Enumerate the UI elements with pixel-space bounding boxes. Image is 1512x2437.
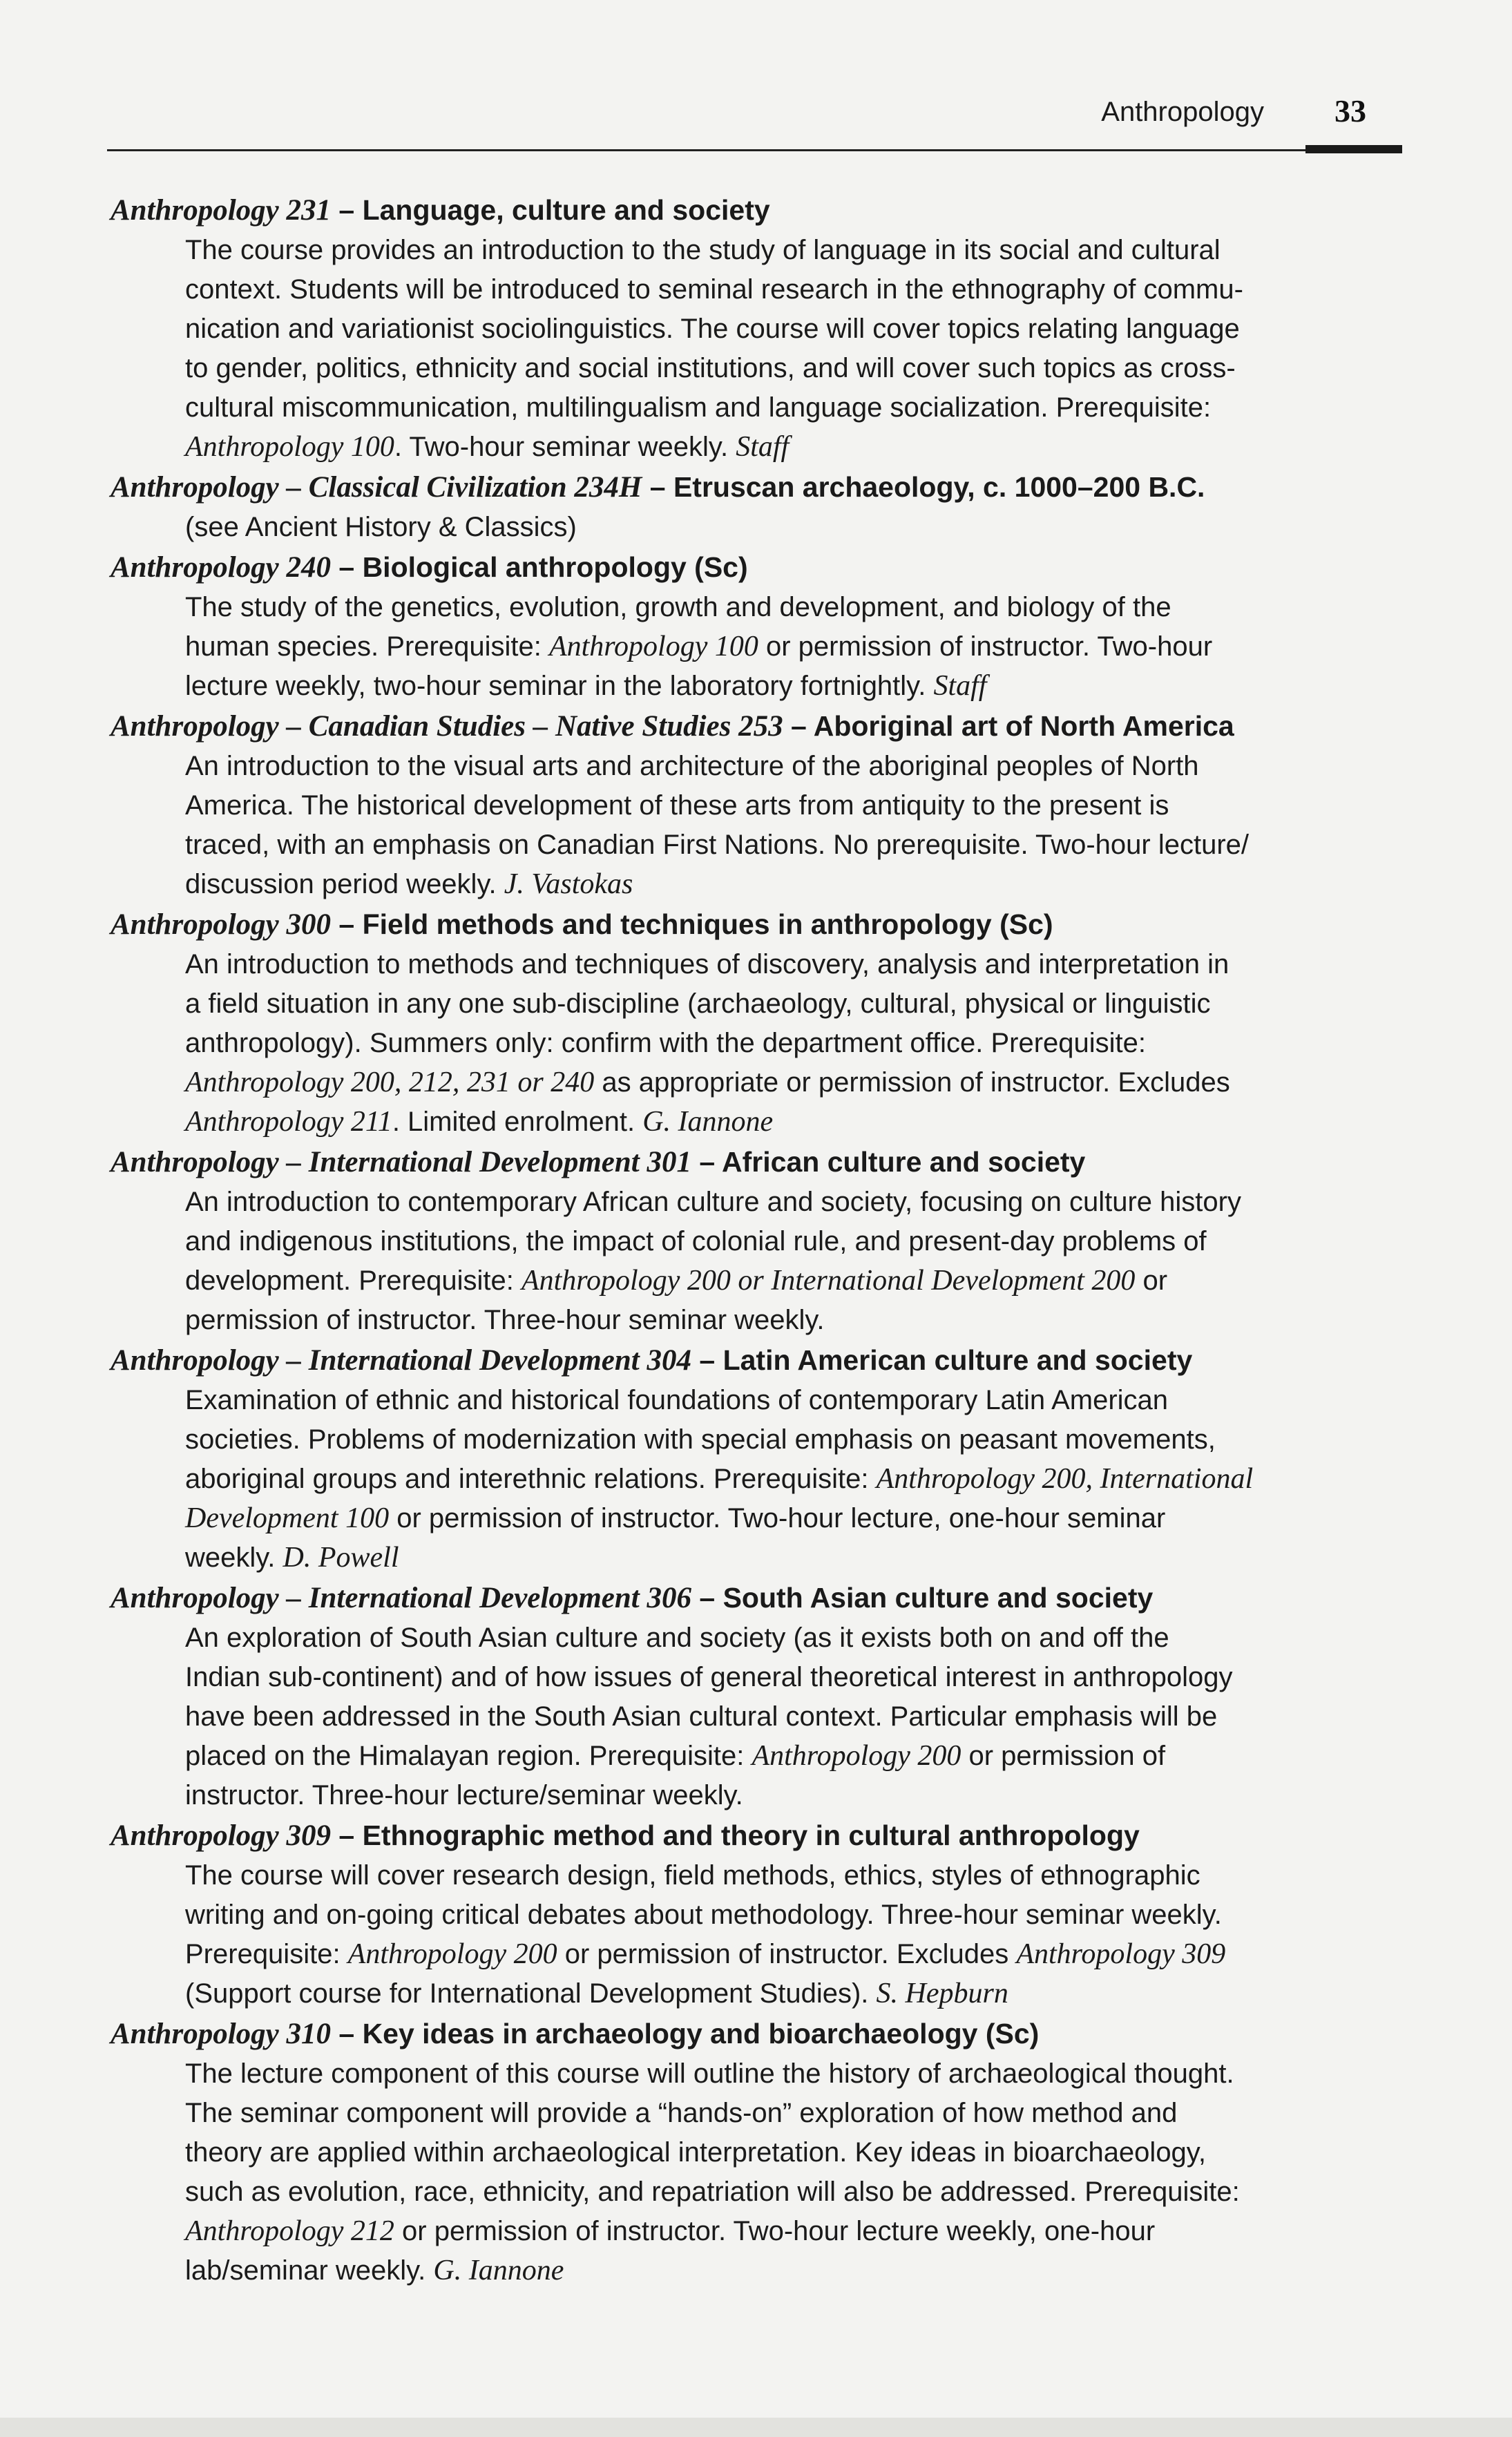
- heading-separator: –: [691, 1344, 723, 1376]
- description-line: [185, 2133, 1409, 2172]
- description-line: [185, 588, 1409, 627]
- course-description: [111, 1183, 1409, 1340]
- course-heading: [111, 467, 1409, 508]
- description-line: [185, 508, 1409, 547]
- description-line: [185, 388, 1409, 428]
- description-text: permission of instructor. Three-hour seminar weekly.: [185, 1305, 825, 1335]
- course-entry: [111, 2014, 1409, 2291]
- course-heading: [111, 706, 1409, 747]
- description-line: [185, 1538, 1409, 1578]
- course-number: Anthropology – International Development 304: [111, 1344, 691, 1377]
- description-line: [185, 1381, 1409, 1420]
- italic-reference: S. Hepburn: [876, 1978, 1008, 2009]
- description-text: . Two-hour seminar weekly.: [394, 432, 736, 462]
- description-text: nication and variationist sociolinguistics. The course will cover topics relating language: [185, 314, 1240, 344]
- description-text: (see Ancient History & Classics): [185, 512, 577, 542]
- description-text: An exploration of South Asian culture and society (as it exists both on and off the: [185, 1623, 1169, 1653]
- description-text: or permission of instructor. Two-hour lecture, one-hour seminar: [389, 1503, 1166, 1533]
- description-line: [185, 231, 1409, 270]
- running-head: Anthropology: [1101, 97, 1264, 127]
- course-listing: [111, 190, 1409, 2291]
- description-text: cultural miscommunication, multilingualism and language socialization. Prerequisite:: [185, 392, 1212, 423]
- description-text: context. Students will be introduced to seminal research in the ethnography of commu-: [185, 274, 1243, 305]
- description-line: [185, 2172, 1409, 2212]
- course-title: Aboriginal art of North America: [813, 710, 1234, 742]
- description-line: [185, 1183, 1409, 1222]
- italic-reference: J. Vastokas: [504, 868, 633, 900]
- description-text: human species. Prerequisite:: [185, 631, 549, 662]
- description-line: [185, 1974, 1409, 2014]
- course-number: Anthropology – International Development 306: [111, 1582, 691, 1614]
- description-text: or permission of instructor. Two-hour: [758, 631, 1213, 662]
- heading-separator: –: [642, 471, 673, 503]
- description-line: [185, 1420, 1409, 1460]
- page-number: 33: [1334, 93, 1366, 128]
- description-text: theory are applied within archaeological interpretation. Key ideas in bioarchaeology,: [185, 2137, 1206, 2168]
- description-line: [185, 627, 1409, 667]
- description-line: [185, 825, 1409, 865]
- italic-reference: G. Iannone: [642, 1106, 774, 1138]
- description-text: or permission of instructor. Two-hour lecture weekly, one-hour: [394, 2216, 1156, 2246]
- course-number: Anthropology – Canadian Studies – Native Studies 253: [111, 710, 783, 743]
- description-text: The study of the genetics, evolution, growth and development, and biology of the: [185, 592, 1171, 622]
- course-title: Biological anthropology (Sc): [362, 551, 748, 583]
- course-number: Anthropology – Classical Civilization 234H: [111, 471, 642, 504]
- course-title: Language, culture and society: [362, 194, 770, 226]
- italic-reference: Development 100: [185, 1502, 390, 1534]
- description-text: discussion period weekly.: [185, 869, 504, 899]
- description-text: placed on the Himalayan region. Prerequisite:: [185, 1741, 752, 1771]
- description-text: An introduction to contemporary African culture and society, focusing on culture history: [185, 1187, 1241, 1217]
- course-heading: [111, 1142, 1409, 1183]
- heading-separator: –: [691, 1146, 722, 1178]
- description-text: anthropology). Summers only: confirm with the department office. Prerequisite:: [185, 1028, 1147, 1058]
- heading-separator: –: [330, 551, 363, 583]
- description-line: [185, 1658, 1409, 1697]
- heading-separator: –: [330, 2018, 363, 2049]
- course-description: [111, 1856, 1409, 2014]
- description-text: The seminar component will provide a “hands-on” exploration of how method and: [185, 2098, 1178, 2128]
- course-title: Etruscan archaeology, c. 1000–200 B.C.: [673, 471, 1205, 503]
- description-text: societies. Problems of modernization with special emphasis on peasant movements,: [185, 1424, 1216, 1455]
- description-text: as appropriate or permission of instructor. Excludes: [594, 1067, 1230, 1098]
- course-number: Anthropology – International Development 301: [111, 1146, 691, 1178]
- description-line: [185, 2212, 1409, 2251]
- description-line: [185, 667, 1409, 706]
- description-line: [185, 747, 1409, 786]
- description-text: America. The historical development of these arts from antiquity to the present is: [185, 790, 1169, 821]
- course-title: South Asian culture and society: [722, 1582, 1154, 1614]
- course-description: [111, 588, 1409, 706]
- course-number: Anthropology 240: [111, 551, 331, 584]
- description-line: [185, 786, 1409, 825]
- course-heading: [111, 2014, 1409, 2054]
- course-heading: [111, 904, 1409, 945]
- description-text: The course provides an introduction to the study of language in its social and cultural: [185, 235, 1221, 265]
- italic-reference: Staff: [736, 431, 790, 463]
- description-line: [185, 1935, 1409, 1974]
- description-text: such as evolution, race, ethnicity, and repatriation will also be addressed. Prerequisite:: [185, 2177, 1240, 2207]
- description-text: Indian sub-continent) and of how issues of general theoretical interest in anthropology: [185, 1662, 1233, 1692]
- course-heading: [111, 1815, 1409, 1856]
- course-number: Anthropology 300: [111, 908, 331, 941]
- course-number: Anthropology 231: [111, 194, 331, 227]
- description-text: weekly.: [185, 1542, 283, 1573]
- course-title: Field methods and techniques in anthropology (Sc): [362, 908, 1053, 940]
- description-text: The lecture component of this course will outline the history of archaeological thought.: [185, 2058, 1234, 2089]
- header-thumb-tab: [1305, 145, 1402, 153]
- italic-reference: Anthropology 200: [752, 1740, 961, 1772]
- course-entry: [111, 1815, 1409, 2014]
- description-text: and indigenous institutions, the impact of colonial rule, and present-day problems of: [185, 1226, 1207, 1256]
- course-title: Latin American culture and society: [722, 1344, 1193, 1376]
- course-title: African culture and society: [722, 1146, 1086, 1178]
- course-description: [111, 945, 1409, 1142]
- course-description: [111, 508, 1409, 547]
- description-text: traced, with an emphasis on Canadian First Nations. No prerequisite. Two-hour lecture/: [185, 830, 1250, 860]
- description-line: [185, 1499, 1409, 1538]
- description-line: [185, 1460, 1409, 1499]
- description-line: [185, 2251, 1409, 2291]
- italic-reference: Staff: [933, 670, 987, 702]
- description-text: development. Prerequisite:: [185, 1265, 521, 1296]
- description-text: An introduction to methods and techniques of discovery, analysis and interpretation in: [185, 949, 1229, 979]
- course-entry: [111, 1142, 1409, 1340]
- description-line: [185, 1222, 1409, 1261]
- italic-reference: Anthropology 200 or International Development 200: [521, 1265, 1136, 1297]
- description-line: [185, 1697, 1409, 1737]
- course-entry: [111, 904, 1409, 1142]
- italic-reference: Anthropology 200, 212, 231 or 240: [185, 1067, 595, 1098]
- description-line: [185, 428, 1409, 467]
- description-text: a field situation in any one sub-discipline (archaeology, cultural, physical or linguistic: [185, 988, 1211, 1019]
- description-text: The course will cover research design, field methods, ethics, styles of ethnographic: [185, 1860, 1200, 1891]
- description-line: [185, 1895, 1409, 1935]
- course-entry: [111, 1340, 1409, 1578]
- description-line: [185, 1024, 1409, 1063]
- course-description: [111, 231, 1409, 467]
- description-text: Prerequisite:: [185, 1939, 348, 1969]
- course-entry: [111, 467, 1409, 547]
- description-text: or: [1135, 1265, 1168, 1296]
- course-description: [111, 1381, 1409, 1578]
- description-text: An introduction to the visual arts and architecture of the aboriginal peoples of North: [185, 751, 1199, 781]
- course-entry: [111, 547, 1409, 706]
- description-text: instructor. Three-hour lecture/seminar weekly.: [185, 1780, 743, 1810]
- description-line: [185, 1776, 1409, 1815]
- description-line: [185, 1301, 1409, 1340]
- description-line: [185, 1618, 1409, 1658]
- heading-separator: –: [783, 710, 814, 742]
- description-line: [185, 865, 1409, 904]
- course-entry: [111, 190, 1409, 467]
- italic-reference: Anthropology 100: [185, 431, 394, 463]
- description-text: or permission of instructor. Excludes: [557, 1939, 1017, 1969]
- description-line: [185, 270, 1409, 309]
- description-text: lecture weekly, two-hour seminar in the laboratory fortnightly.: [185, 671, 934, 701]
- course-number: Anthropology 309: [111, 1819, 331, 1852]
- description-text: . Limited enrolment.: [392, 1107, 643, 1137]
- course-entry: [111, 1578, 1409, 1815]
- description-line: [185, 1737, 1409, 1776]
- course-description: [111, 2054, 1409, 2291]
- description-line: [185, 984, 1409, 1024]
- course-entry: [111, 706, 1409, 904]
- italic-reference: G. Iannone: [433, 2255, 564, 2286]
- italic-reference: Anthropology 200, International: [876, 1463, 1254, 1495]
- italic-reference: Anthropology 100: [548, 631, 758, 662]
- description-line: [185, 349, 1409, 388]
- course-title: Ethnographic method and theory in cultural anthropology: [362, 1819, 1140, 1851]
- description-text: have been addressed in the South Asian cultural context. Particular emphasis will be: [185, 1701, 1218, 1732]
- course-description: [111, 1618, 1409, 1815]
- page-header: [107, 90, 1402, 152]
- description-line: [185, 1063, 1409, 1102]
- italic-reference: D. Powell: [283, 1542, 399, 1574]
- italic-reference: Anthropology 212: [185, 2215, 394, 2247]
- description-text: (Support course for International Development Studies).: [185, 1978, 877, 2009]
- course-number: Anthropology 310: [111, 2018, 331, 2050]
- description-text: to gender, politics, ethnicity and social institutions, and will cover such topics as cross-: [185, 353, 1236, 383]
- heading-separator: –: [330, 194, 363, 226]
- description-text: Examination of ethnic and historical foundations of contemporary Latin American: [185, 1385, 1169, 1415]
- course-title: Key ideas in archaeology and bioarchaeology (Sc): [362, 2018, 1040, 2049]
- course-description: [111, 747, 1409, 904]
- description-line: [185, 309, 1409, 349]
- course-heading: [111, 190, 1409, 231]
- header-rule: [107, 149, 1402, 151]
- description-line: [185, 945, 1409, 984]
- heading-separator: –: [330, 1819, 363, 1851]
- description-line: [185, 1261, 1409, 1301]
- heading-separator: –: [691, 1582, 723, 1614]
- description-text: aboriginal groups and interethnic relations. Prerequisite:: [185, 1464, 877, 1494]
- heading-separator: –: [330, 908, 363, 940]
- italic-reference: Anthropology 211: [185, 1106, 392, 1138]
- description-text: writing and on-going critical debates about methodology. Three-hour seminar weekly.: [185, 1900, 1222, 1930]
- course-heading: [111, 1340, 1409, 1381]
- description-text: or permission of: [961, 1741, 1166, 1771]
- description-line: [185, 1856, 1409, 1895]
- description-line: [185, 2054, 1409, 2094]
- description-line: [185, 1102, 1409, 1142]
- course-heading: [111, 1578, 1409, 1618]
- description-line: [185, 2094, 1409, 2133]
- course-heading: [111, 547, 1409, 588]
- italic-reference: Anthropology 200: [347, 1938, 557, 1970]
- description-text: lab/seminar weekly.: [185, 2255, 434, 2286]
- page-bottom-edge: [0, 2418, 1512, 2437]
- italic-reference: Anthropology 309: [1016, 1938, 1226, 1970]
